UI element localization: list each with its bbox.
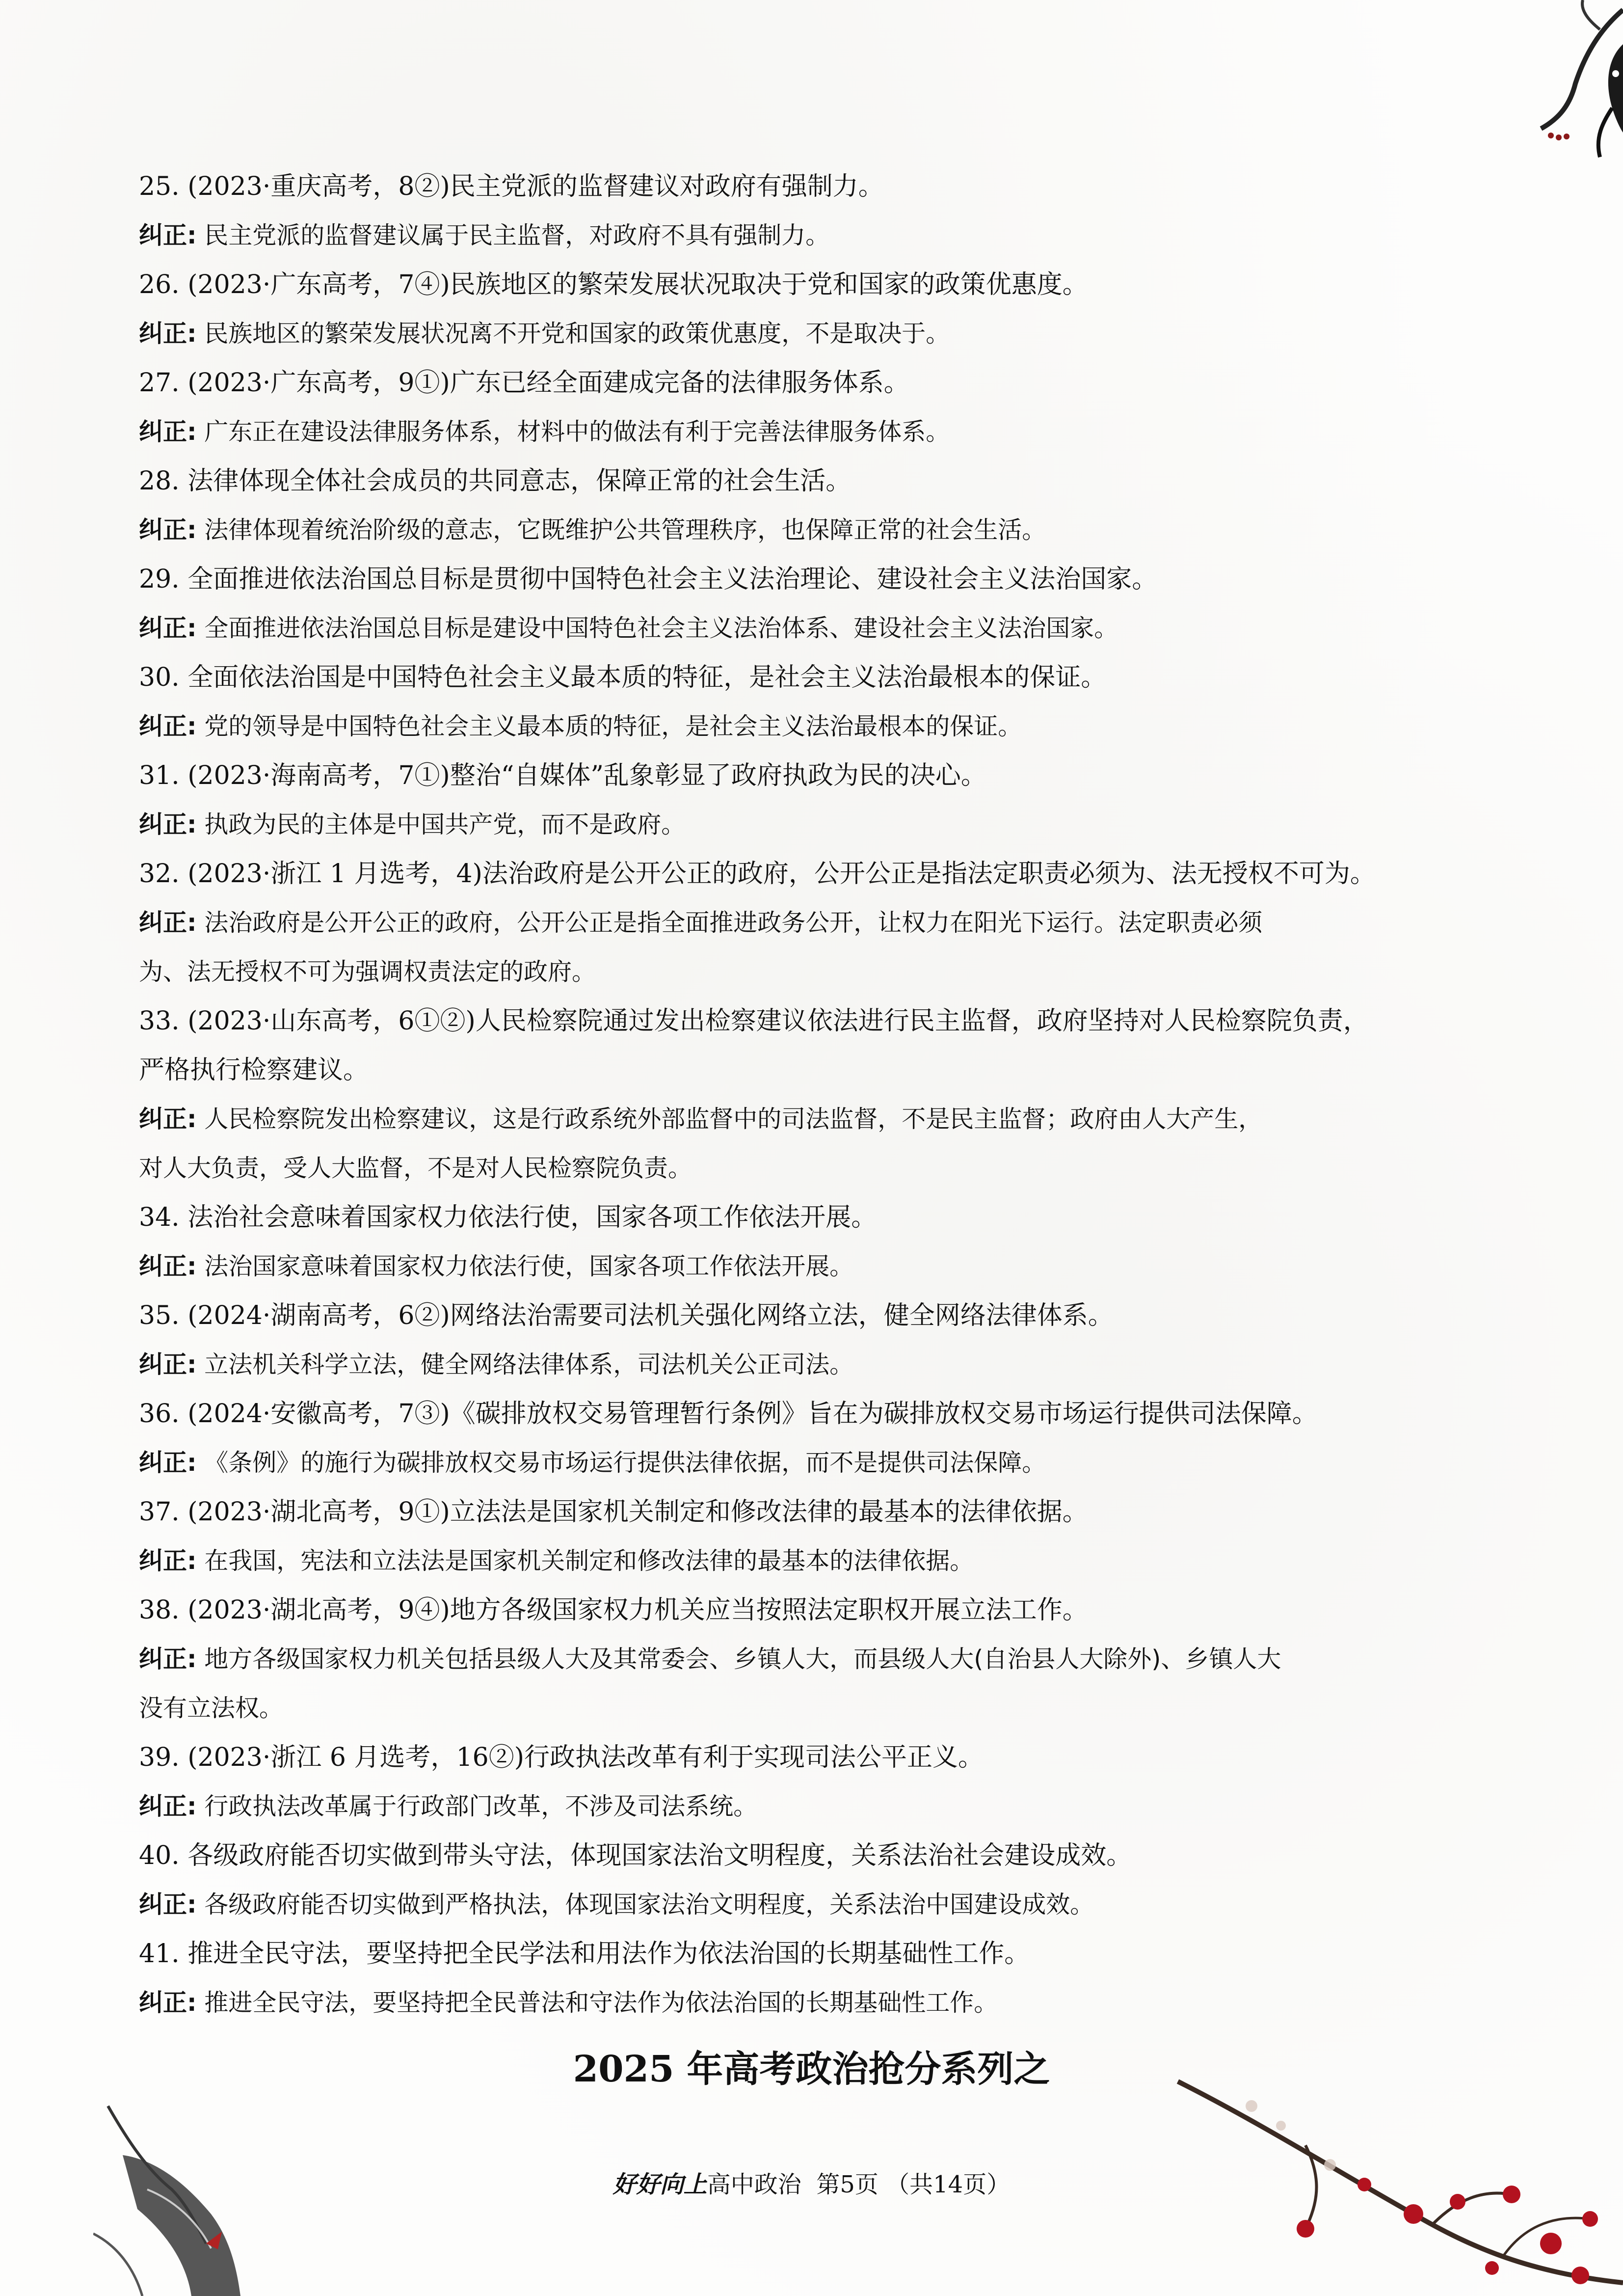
item-statement: 30. 全面依法治国是中国特色社会主义最本质的特征，是社会主义法治最根本的保证。 xyxy=(139,663,1107,692)
entry-33 xyxy=(139,997,1493,1193)
entry-38 xyxy=(139,1586,1493,1733)
entry-28 xyxy=(139,457,1493,555)
entry-39 xyxy=(139,1733,1493,1831)
correction xyxy=(139,407,1493,457)
entry-27 xyxy=(139,358,1493,457)
correction-label: 纠正: xyxy=(139,1252,197,1280)
correction-text: 执政为民的主体是中国共产党，而不是政府。 xyxy=(204,810,686,838)
entry-41 xyxy=(139,1929,1493,2027)
correction-text: 广东正在建设法律服务体系，材料中的做法有利于完善法律服务体系。 xyxy=(204,418,950,446)
correction xyxy=(139,1782,1493,1831)
correction-label: 纠正: xyxy=(139,810,197,838)
footer-subject: 高中政治 xyxy=(707,2171,801,2198)
correction-text: 地方各级国家权力机关包括县级人大及其常委会、乡镇人大，而县级人大(自治县人大除外)、乡镇人大 xyxy=(204,1645,1281,1673)
correction xyxy=(139,1438,1493,1487)
correction-text: 在我国，宪法和立法法是国家机关制定和修改法律的最基本的法律依据。 xyxy=(204,1547,974,1575)
entry-34 xyxy=(139,1193,1493,1291)
correction-text: 民族地区的繁荣发展状况离不开党和国家的政策优惠度，不是取决于。 xyxy=(204,320,950,348)
correction-continuation: 没有立法权。 xyxy=(139,1694,284,1722)
correction xyxy=(139,1242,1493,1291)
item-statement: 41. 推进全民守法，要坚持把全民学法和用法作为依法治国的长期基础性工作。 xyxy=(139,1939,1030,1969)
page-footer xyxy=(0,2167,1623,2202)
correction-label: 纠正: xyxy=(139,712,197,740)
correction-text: 民主党派的监督建议属于民主监督，对政府不具有强制力。 xyxy=(204,221,830,249)
correction-label: 纠正: xyxy=(139,1989,197,2017)
correction-label: 纠正: xyxy=(139,1645,197,1673)
correction-label: 纠正: xyxy=(139,1105,197,1133)
correction-continuation: 为、法无授权不可为强调权责法定的政府。 xyxy=(139,958,596,986)
correction-label: 纠正: xyxy=(139,320,197,348)
item-statement: 35. (2024·湖南高考，6②)网络法治需要司法机关强化网络立法，健全网络法律体系。 xyxy=(139,1301,1114,1330)
item-statement: 27. (2023·广东高考，9①)广东已经全面建成完备的法律服务体系。 xyxy=(139,368,909,398)
item-statement: 40. 各级政府能否切实做到带头守法，体现国家法治文明程度，关系法治社会建设成效。 xyxy=(139,1841,1132,1870)
item-statement: 38. (2023·湖北高考，9④)地方各级国家权力机关应当按照法定职权开展立法工作。 xyxy=(139,1595,1088,1625)
item-statement: 33. (2023·山东高考，6①②)人民检察院通过发出检察建议依法进行民主监督，政府坚持对人民检察院负责， xyxy=(139,1006,1369,1036)
entry-40 xyxy=(139,1831,1493,1929)
bird-branch-illustration xyxy=(1502,0,1623,167)
section-heading: 2025 年高考政治抢分系列之 xyxy=(573,2048,1050,2090)
correction-label: 纠正: xyxy=(139,1351,197,1378)
correction-text: 立法机关科学立法，健全网络法律体系，司法机关公正司法。 xyxy=(204,1351,854,1378)
item-statement: 32. (2023·浙江 1 月选考，4)法治政府是公开公正的政府，公开公正是指法定职责必须为、法无授权不可为。 xyxy=(139,859,1376,889)
correction-label: 纠正: xyxy=(139,909,197,937)
item-statement: 25. (2023·重庆高考，8②)民主党派的监督建议对政府有强制力。 xyxy=(139,172,884,201)
item-statement: 34. 法治社会意味着国家权力依法行使，国家各项工作依法开展。 xyxy=(139,1203,877,1232)
correction xyxy=(139,1880,1493,1929)
item-statement-continuation: 严格执行检察建议。 xyxy=(139,1055,369,1085)
correction-continuation: 对人大负责，受人大监督，不是对人民检察院负责。 xyxy=(139,1154,692,1182)
entry-26 xyxy=(139,260,1493,358)
error-correction-list xyxy=(139,162,1493,2027)
item-statement: 26. (2023·广东高考，7④)民族地区的繁荣发展状况取决于党和国家的政策优惠度。 xyxy=(139,270,1088,299)
correction xyxy=(139,309,1493,358)
correction-label: 纠正: xyxy=(139,221,197,249)
correction-text: 各级政府能否切实做到严格执法，体现国家法治文明程度，关系法治中国建设成效。 xyxy=(204,1891,1094,1918)
correction-text: 推进全民守法，要坚持把全民普法和守法作为依法治国的长期基础性工作。 xyxy=(204,1989,998,2017)
correction xyxy=(139,506,1493,555)
correction-text: 人民检察院发出检察建议，这是行政系统外部监督中的司法监督，不是民主监督；政府由人大产生， xyxy=(204,1105,1263,1133)
entry-25 xyxy=(139,162,1493,260)
correction xyxy=(139,702,1493,751)
correction xyxy=(139,1537,1493,1586)
entry-37 xyxy=(139,1487,1493,1586)
correction-text: 法律体现着统治阶级的意志，它既维护公共管理秩序，也保障正常的社会生活。 xyxy=(204,516,1046,544)
correction-text: 《条例》的施行为碳排放权交易市场运行提供法律依据，而不是提供司法保障。 xyxy=(204,1449,1046,1477)
correction-label: 纠正: xyxy=(139,1547,197,1575)
correction xyxy=(139,800,1493,849)
correction-text: 全面推进依法治国总目标是建设中国特色社会主义法治体系、建设社会主义法治国家。 xyxy=(204,614,1118,642)
correction-label: 纠正: xyxy=(139,516,197,544)
item-statement: 36. (2024·安徽高考，7③)《碳排放权交易管理暂行条例》旨在为碳排放权交易市场运行提供司法保障。 xyxy=(139,1399,1318,1429)
correction-label: 纠正: xyxy=(139,614,197,642)
item-statement: 39. (2023·浙江 6 月选考，16②)行政执法改革有利于实现司法公平正义。 xyxy=(139,1743,984,1772)
entry-29 xyxy=(139,555,1493,653)
footer-page-number: 第5页 xyxy=(816,2171,878,2198)
correction xyxy=(139,1340,1493,1389)
correction-text: 法治国家意味着国家权力依法行使，国家各项工作依法开展。 xyxy=(204,1252,854,1280)
correction-text: 法治政府是公开公正的政府，公开公正是指全面推进政务公开，让权力在阳光下运行。法定职责必须 xyxy=(204,909,1263,937)
item-statement: 37. (2023·湖北高考，9①)立法法是国家机关制定和修改法律的最基本的法律依据。 xyxy=(139,1497,1088,1527)
correction-label: 纠正: xyxy=(139,1449,197,1477)
correction xyxy=(139,1095,1493,1144)
correction xyxy=(139,604,1493,653)
correction-text: 党的领导是中国特色社会主义最本质的特征，是社会主义法治最根本的保证。 xyxy=(204,712,1022,740)
entry-31 xyxy=(139,751,1493,849)
correction xyxy=(139,898,1493,947)
item-statement: 28. 法律体现全体社会成员的共同意志，保障正常的社会生活。 xyxy=(139,466,851,496)
item-statement: 31. (2023·海南高考，7①)整治“自媒体”乱象彰显了政府执政为民的决心。 xyxy=(139,761,986,790)
correction xyxy=(139,1635,1493,1684)
correction-label: 纠正: xyxy=(139,1891,197,1918)
footer-brand: 好好向上 xyxy=(612,2171,707,2198)
item-statement: 29. 全面推进依法治国总目标是贯彻中国特色社会主义法治理论、建设社会主义法治国家。 xyxy=(139,565,1158,594)
entry-35 xyxy=(139,1291,1493,1389)
entry-32 xyxy=(139,849,1493,997)
footer-page-total: （共14页） xyxy=(886,2171,1011,2198)
correction xyxy=(139,1978,1493,2027)
correction-text: 行政执法改革属于行政部门改革，不涉及司法系统。 xyxy=(204,1792,758,1820)
entry-36 xyxy=(139,1389,1493,1487)
correction-label: 纠正: xyxy=(139,1792,197,1820)
entry-30 xyxy=(139,653,1493,751)
correction-label: 纠正: xyxy=(139,418,197,446)
correction xyxy=(139,211,1493,260)
